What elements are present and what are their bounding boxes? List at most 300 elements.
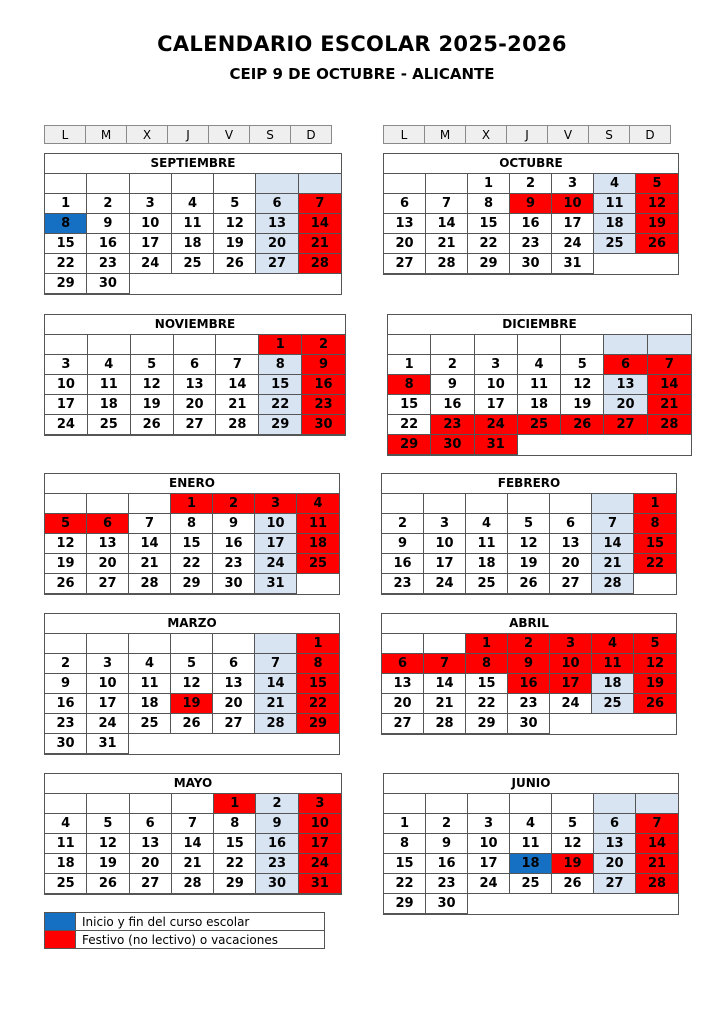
- empty-cell: [510, 794, 552, 814]
- empty-cell: [45, 174, 87, 194]
- weekday-header-cell: V: [548, 126, 589, 144]
- empty-cell: [508, 494, 550, 514]
- day-cell: 26: [45, 574, 87, 594]
- empty-cell: [87, 634, 129, 654]
- day-cell: 20: [130, 854, 172, 874]
- day-cell: 7: [424, 654, 466, 674]
- day-cell: 5: [634, 634, 676, 654]
- day-cell: 5: [636, 174, 678, 194]
- day-cell: 19: [171, 694, 213, 714]
- empty-cell: [214, 274, 256, 294]
- day-cell: 15: [468, 214, 510, 234]
- day-cell: 7: [636, 814, 678, 834]
- empty-cell: [648, 335, 691, 355]
- empty-cell: [130, 794, 172, 814]
- day-cell: 8: [384, 834, 426, 854]
- day-cell: 31: [255, 574, 297, 594]
- day-cell: 17: [87, 694, 129, 714]
- day-cell: 13: [87, 534, 129, 554]
- day-cell: 14: [426, 214, 468, 234]
- day-cell: 23: [45, 714, 87, 734]
- legend-label: Inicio y fin del curso escolar: [76, 913, 325, 931]
- weekday-header-cell: X: [127, 126, 168, 144]
- day-cell: 28: [636, 874, 678, 894]
- day-cell: 12: [171, 674, 213, 694]
- day-cell: 15: [634, 534, 676, 554]
- day-cell: 4: [88, 355, 131, 375]
- day-cell: 1: [171, 494, 213, 514]
- empty-cell: [129, 634, 171, 654]
- day-cell: 19: [87, 854, 129, 874]
- day-cell: 2: [87, 194, 129, 214]
- day-cell: 16: [431, 395, 474, 415]
- day-cell: 9: [302, 355, 345, 375]
- day-cell: 28: [299, 254, 341, 274]
- day-cell: 4: [592, 634, 634, 654]
- day-cell: 12: [552, 834, 594, 854]
- weekday-header-cell: S: [250, 126, 291, 144]
- day-cell: 1: [466, 634, 508, 654]
- legend-label: Festivo (no lectivo) o vacaciones: [76, 931, 325, 949]
- empty-cell: [424, 634, 466, 654]
- day-cell: 15: [45, 234, 87, 254]
- empty-cell: [213, 634, 255, 654]
- month-april: [381, 613, 677, 735]
- day-cell: 12: [131, 375, 174, 395]
- day-cell: 30: [426, 894, 468, 914]
- empty-cell: [426, 794, 468, 814]
- legend-item-start-end: [45, 913, 325, 931]
- day-cell: 19: [45, 554, 87, 574]
- day-cell: 19: [214, 234, 256, 254]
- day-cell: 11: [518, 375, 561, 395]
- day-cell: 3: [130, 194, 172, 214]
- day-cell: 5: [45, 514, 87, 534]
- day-cell: 15: [259, 375, 302, 395]
- day-cell: 11: [129, 674, 171, 694]
- day-cell: 23: [87, 254, 129, 274]
- day-cell: 19: [131, 395, 174, 415]
- day-cell: 5: [508, 514, 550, 534]
- day-cell: 15: [171, 534, 213, 554]
- day-cell: 13: [604, 375, 647, 395]
- weekday-header-cell: D: [291, 126, 332, 144]
- day-cell: 6: [213, 654, 255, 674]
- month-name: ABRIL: [382, 614, 676, 634]
- day-cell: 18: [594, 214, 636, 234]
- day-cell: 21: [129, 554, 171, 574]
- day-cell: 21: [424, 694, 466, 714]
- day-cell: 14: [172, 834, 214, 854]
- day-cell: 18: [592, 674, 634, 694]
- empty-cell: [424, 494, 466, 514]
- day-cell: 2: [302, 335, 345, 355]
- day-cell: 17: [424, 554, 466, 574]
- day-cell: 12: [214, 214, 256, 234]
- day-cell: 20: [256, 234, 298, 254]
- empty-cell: [216, 335, 259, 355]
- weekday-header-cell: X: [466, 126, 507, 144]
- empty-cell: [468, 894, 510, 914]
- empty-cell: [299, 174, 341, 194]
- day-cell: 24: [468, 874, 510, 894]
- day-cell: 7: [255, 654, 297, 674]
- day-cell: 8: [468, 194, 510, 214]
- day-cell: 9: [45, 674, 87, 694]
- day-cell: 16: [87, 234, 129, 254]
- day-cell: 21: [648, 395, 691, 415]
- day-cell: 19: [634, 674, 676, 694]
- day-cell: 6: [174, 355, 217, 375]
- day-cell: 29: [468, 254, 510, 274]
- empty-cell: [45, 634, 87, 654]
- empty-cell: [518, 435, 561, 455]
- day-cell: 24: [255, 554, 297, 574]
- legend-swatch-blue: [45, 913, 76, 931]
- empty-cell: [382, 634, 424, 654]
- day-cell: 3: [552, 174, 594, 194]
- day-cell: 27: [130, 874, 172, 894]
- weekday-header-left: [44, 125, 332, 144]
- day-cell: 27: [594, 874, 636, 894]
- empty-cell: [45, 335, 88, 355]
- day-cell: 25: [518, 415, 561, 435]
- day-cell: 12: [636, 194, 678, 214]
- day-cell: 10: [550, 654, 592, 674]
- day-cell: 22: [259, 395, 302, 415]
- empty-cell: [174, 335, 217, 355]
- empty-cell: [213, 734, 255, 754]
- day-cell: 26: [131, 415, 174, 435]
- day-cell: 16: [213, 534, 255, 554]
- day-cell: 18: [466, 554, 508, 574]
- empty-cell: [299, 274, 341, 294]
- day-cell: 14: [299, 214, 341, 234]
- day-cell: 15: [214, 834, 256, 854]
- day-cell: 5: [171, 654, 213, 674]
- day-cell: 18: [510, 854, 552, 874]
- day-cell: 21: [592, 554, 634, 574]
- day-cell: 1: [384, 814, 426, 834]
- day-cell: 29: [297, 714, 339, 734]
- month-grid: [45, 494, 339, 594]
- day-cell: 7: [172, 814, 214, 834]
- day-cell: 12: [508, 534, 550, 554]
- day-cell: 27: [550, 574, 592, 594]
- day-cell: 10: [552, 194, 594, 214]
- legend-item-festivo: [45, 931, 325, 949]
- day-cell: 10: [299, 814, 341, 834]
- day-cell: 8: [259, 355, 302, 375]
- day-cell: 4: [518, 355, 561, 375]
- day-cell: 9: [508, 654, 550, 674]
- month-grid: [384, 174, 678, 274]
- day-cell: 8: [171, 514, 213, 534]
- day-cell: 13: [550, 534, 592, 554]
- day-cell: 2: [382, 514, 424, 534]
- day-cell: 7: [299, 194, 341, 214]
- legend: [44, 912, 325, 949]
- day-cell: 1: [45, 194, 87, 214]
- month-june: [383, 773, 679, 915]
- day-cell: 1: [214, 794, 256, 814]
- weekday-header-cell: S: [589, 126, 630, 144]
- month-october: [383, 153, 679, 275]
- day-cell: 31: [87, 734, 129, 754]
- month-grid: [384, 794, 678, 914]
- empty-cell: [552, 794, 594, 814]
- day-cell: 20: [174, 395, 217, 415]
- day-cell: 24: [299, 854, 341, 874]
- month-february: [381, 473, 677, 595]
- day-cell: 19: [636, 214, 678, 234]
- day-cell: 11: [592, 654, 634, 674]
- month-name: FEBRERO: [382, 474, 676, 494]
- day-cell: 2: [431, 355, 474, 375]
- day-cell: 11: [510, 834, 552, 854]
- empty-cell: [636, 794, 678, 814]
- day-cell: 8: [214, 814, 256, 834]
- day-cell: 7: [426, 194, 468, 214]
- day-cell: 20: [594, 854, 636, 874]
- month-november: [44, 314, 346, 436]
- day-cell: 19: [508, 554, 550, 574]
- month-grid: [45, 335, 345, 435]
- day-cell: 20: [550, 554, 592, 574]
- day-cell: 10: [468, 834, 510, 854]
- day-cell: 6: [256, 194, 298, 214]
- month-grid: [382, 494, 676, 594]
- day-cell: 15: [388, 395, 431, 415]
- day-cell: 25: [297, 554, 339, 574]
- day-cell: 30: [256, 874, 298, 894]
- day-cell: 28: [216, 415, 259, 435]
- empty-cell: [172, 794, 214, 814]
- empty-cell: [297, 574, 339, 594]
- month-december: [387, 314, 692, 456]
- empty-cell: [255, 634, 297, 654]
- empty-cell: [88, 335, 131, 355]
- day-cell: 11: [297, 514, 339, 534]
- empty-cell: [636, 894, 678, 914]
- day-cell: 9: [87, 214, 129, 234]
- day-cell: 31: [475, 435, 518, 455]
- empty-cell: [87, 174, 129, 194]
- day-cell: 23: [302, 395, 345, 415]
- day-cell: 24: [87, 714, 129, 734]
- day-cell: 7: [216, 355, 259, 375]
- day-cell: 27: [256, 254, 298, 274]
- day-cell: 10: [130, 214, 172, 234]
- day-cell: 2: [45, 654, 87, 674]
- day-cell: 28: [424, 714, 466, 734]
- empty-cell: [466, 494, 508, 514]
- day-cell: 31: [552, 254, 594, 274]
- day-cell: 6: [594, 814, 636, 834]
- day-cell: 17: [475, 395, 518, 415]
- month-grid: [45, 634, 339, 754]
- day-cell: 25: [129, 714, 171, 734]
- day-cell: 24: [475, 415, 518, 435]
- day-cell: 26: [508, 574, 550, 594]
- month-name: MARZO: [45, 614, 339, 634]
- day-cell: 2: [256, 794, 298, 814]
- day-cell: 21: [216, 395, 259, 415]
- empty-cell: [431, 335, 474, 355]
- day-cell: 22: [466, 694, 508, 714]
- month-grid: [45, 174, 341, 294]
- day-cell: 15: [297, 674, 339, 694]
- day-cell: 27: [213, 714, 255, 734]
- empty-cell: [468, 794, 510, 814]
- day-cell: 29: [388, 435, 431, 455]
- day-cell: 14: [255, 674, 297, 694]
- day-cell: 18: [129, 694, 171, 714]
- day-cell: 17: [255, 534, 297, 554]
- day-cell: 25: [510, 874, 552, 894]
- empty-cell: [171, 734, 213, 754]
- day-cell: 16: [510, 214, 552, 234]
- empty-cell: [561, 335, 604, 355]
- day-cell: 2: [508, 634, 550, 654]
- day-cell: 23: [431, 415, 474, 435]
- empty-cell: [594, 794, 636, 814]
- day-cell: 20: [382, 694, 424, 714]
- page-subtitle: CEIP 9 DE OCTUBRE - ALICANTE: [229, 65, 495, 83]
- day-cell: 2: [510, 174, 552, 194]
- day-cell: 11: [466, 534, 508, 554]
- day-cell: 30: [431, 435, 474, 455]
- day-cell: 23: [256, 854, 298, 874]
- day-cell: 9: [510, 194, 552, 214]
- day-cell: 4: [594, 174, 636, 194]
- day-cell: 26: [636, 234, 678, 254]
- weekday-header-cell: J: [168, 126, 209, 144]
- day-cell: 3: [299, 794, 341, 814]
- day-cell: 24: [550, 694, 592, 714]
- day-cell: 12: [45, 534, 87, 554]
- empty-cell: [129, 494, 171, 514]
- day-cell: 12: [561, 375, 604, 395]
- day-cell: 26: [552, 874, 594, 894]
- empty-cell: [475, 335, 518, 355]
- day-cell: 18: [88, 395, 131, 415]
- weekday-header-cell: L: [384, 126, 425, 144]
- empty-cell: [45, 794, 87, 814]
- day-cell: 16: [508, 674, 550, 694]
- day-cell: 30: [213, 574, 255, 594]
- day-cell: 29: [259, 415, 302, 435]
- day-cell: 16: [45, 694, 87, 714]
- empty-cell: [129, 734, 171, 754]
- day-cell: 6: [550, 514, 592, 534]
- day-cell: 20: [87, 554, 129, 574]
- day-cell: 13: [213, 674, 255, 694]
- weekday-header-cell: L: [45, 126, 86, 144]
- day-cell: 21: [255, 694, 297, 714]
- day-cell: 30: [510, 254, 552, 274]
- day-cell: 20: [604, 395, 647, 415]
- month-september: [44, 153, 342, 295]
- day-cell: 4: [466, 514, 508, 534]
- empty-cell: [510, 894, 552, 914]
- day-cell: 17: [550, 674, 592, 694]
- day-cell: 6: [130, 814, 172, 834]
- month-name: OCTUBRE: [384, 154, 678, 174]
- day-cell: 17: [552, 214, 594, 234]
- day-cell: 10: [87, 674, 129, 694]
- day-cell: 2: [213, 494, 255, 514]
- day-cell: 4: [510, 814, 552, 834]
- day-cell: 26: [171, 714, 213, 734]
- day-cell: 29: [466, 714, 508, 734]
- day-cell: 13: [382, 674, 424, 694]
- month-name: MAYO: [45, 774, 341, 794]
- empty-cell: [634, 714, 676, 734]
- day-cell: 10: [424, 534, 466, 554]
- day-cell: 21: [299, 234, 341, 254]
- day-cell: 15: [384, 854, 426, 874]
- day-cell: 16: [382, 554, 424, 574]
- day-cell: 22: [634, 554, 676, 574]
- legend-swatch-red: [45, 931, 76, 949]
- day-cell: 3: [550, 634, 592, 654]
- month-name: SEPTIEMBRE: [45, 154, 341, 174]
- empty-cell: [594, 254, 636, 274]
- empty-cell: [426, 174, 468, 194]
- day-cell: 24: [552, 234, 594, 254]
- empty-cell: [171, 634, 213, 654]
- day-cell: 11: [45, 834, 87, 854]
- day-cell: 13: [174, 375, 217, 395]
- day-cell: 9: [426, 834, 468, 854]
- day-cell: 4: [297, 494, 339, 514]
- day-cell: 25: [466, 574, 508, 594]
- day-cell: 23: [508, 694, 550, 714]
- weekday-header-cell: V: [209, 126, 250, 144]
- day-cell: 8: [634, 514, 676, 534]
- empty-cell: [648, 435, 691, 455]
- empty-cell: [384, 174, 426, 194]
- day-cell: 25: [594, 234, 636, 254]
- day-cell: 20: [384, 234, 426, 254]
- day-cell: 22: [297, 694, 339, 714]
- day-cell: 1: [468, 174, 510, 194]
- empty-cell: [594, 894, 636, 914]
- empty-cell: [255, 734, 297, 754]
- weekday-header-cell: M: [86, 126, 127, 144]
- empty-cell: [561, 435, 604, 455]
- empty-cell: [172, 274, 214, 294]
- day-cell: 27: [382, 714, 424, 734]
- empty-cell: [552, 894, 594, 914]
- empty-cell: [214, 174, 256, 194]
- day-cell: 24: [130, 254, 172, 274]
- day-cell: 27: [384, 254, 426, 274]
- day-cell: 9: [256, 814, 298, 834]
- day-cell: 1: [634, 494, 676, 514]
- empty-cell: [172, 174, 214, 194]
- day-cell: 10: [45, 375, 88, 395]
- day-cell: 6: [384, 194, 426, 214]
- day-cell: 18: [172, 234, 214, 254]
- day-cell: 25: [88, 415, 131, 435]
- day-cell: 28: [426, 254, 468, 274]
- day-cell: 6: [87, 514, 129, 534]
- day-cell: 23: [213, 554, 255, 574]
- day-cell: 12: [634, 654, 676, 674]
- day-cell: 5: [552, 814, 594, 834]
